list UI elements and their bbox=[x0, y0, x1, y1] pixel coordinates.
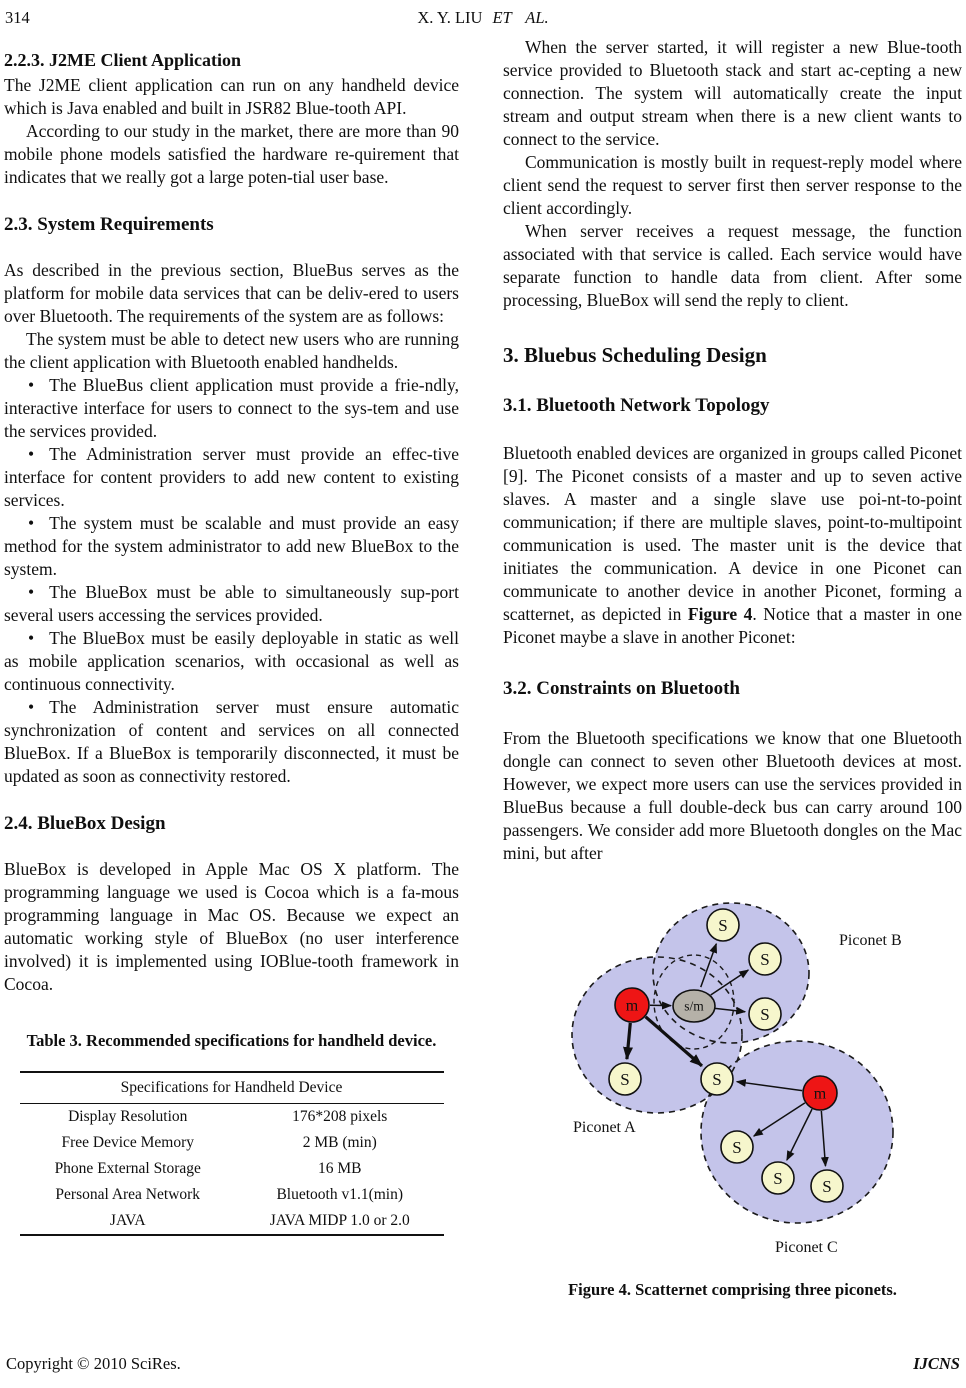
piconet-label: Piconet A bbox=[573, 1119, 636, 1136]
node-label: m bbox=[813, 1085, 827, 1103]
table-cell: 2 MB (min) bbox=[302, 1134, 377, 1151]
heading-32: 3.2. Constraints on Bluetooth bbox=[503, 678, 740, 699]
figure4-diagram bbox=[569, 895, 917, 1261]
bullet-item bbox=[4, 512, 459, 581]
table3-specifications bbox=[20, 1071, 444, 1236]
node-label: m bbox=[625, 997, 639, 1015]
running-header bbox=[0, 8, 966, 30]
left-column bbox=[4, 36, 459, 1300]
node-label: S bbox=[773, 1168, 783, 1188]
figure4-caption-row bbox=[503, 1280, 962, 1300]
piconet-label: Piconet B bbox=[839, 932, 902, 949]
bullet-text: The BlueBox must be able to simultaneously sup-port several users accessing the services provided. bbox=[4, 582, 459, 625]
figure4-caption: Figure 4. Scatternet comprising three piconets. bbox=[568, 1280, 897, 1299]
bullet-text: The Administration server must ensure automatic synchronization of content and services on all connected BlueBox. If a BlueBox is temporarily disconnected, it must be updated as soon as connectivity restored. bbox=[4, 697, 459, 786]
paragraph-text: Bluetooth enabled devices are organized in groups called Piconet [9]. The Piconet consists of a master and up to seven active slaves. A master and a single slave use poi-nt-to-point communication; if there are multiple slaves, point-to-multipoint communication is used. The master unit is the device that initiates the communication. A device in one Piconet can communicate to another device in another Piconet, forming a scatternet, as depicted in bbox=[503, 443, 962, 624]
bullet-item bbox=[4, 627, 459, 696]
running-authors: X. Y. LIU bbox=[417, 8, 483, 27]
table-cell: JAVA bbox=[109, 1212, 146, 1229]
table3-caption: Table 3. Recommended specifications for handheld device. bbox=[26, 1031, 437, 1050]
paragraph: Communication is mostly built in request-reply model where client send the request to server first then server response to the client accordingly. bbox=[503, 152, 962, 218]
paragraph: As described in the previous section, BlueBus serves as the platform for mobile data services that can be deliv-ered to users over Bluetooth. The requirements of the system are as follows: bbox=[4, 260, 459, 326]
node-label: S bbox=[620, 1069, 630, 1089]
bullet-item bbox=[4, 581, 459, 627]
copyright-text: Copyright © 2010 SciRes. bbox=[6, 1354, 181, 1373]
right-column bbox=[503, 36, 962, 1300]
bullet-marker: • bbox=[28, 628, 35, 648]
table-header: Specifications for Handheld Device bbox=[20, 1072, 444, 1104]
figure-reference: Figure 4 bbox=[687, 604, 753, 624]
table-cell: Phone External Storage bbox=[54, 1160, 201, 1177]
table-row bbox=[20, 1130, 444, 1156]
node-label: S bbox=[822, 1176, 832, 1196]
paragraph: The system must be able to detect new users who are running the client application with Bluetooth enabled handhelds. bbox=[4, 329, 459, 372]
node-label: S bbox=[760, 949, 770, 969]
table-cell: 176*208 pixels bbox=[292, 1108, 388, 1125]
table-cell: JAVA MIDP 1.0 or 2.0 bbox=[269, 1212, 410, 1229]
paragraph: When the server started, it will register a new Blue-tooth service provided to Bluetooth stack and start ac-cepting a new connection. The system will automatically create the input stream and output stream when there is a new client wants to connect to the service. bbox=[503, 37, 962, 149]
bullet-marker: • bbox=[28, 444, 35, 464]
running-title bbox=[0, 8, 966, 28]
bullet-marker: • bbox=[28, 375, 35, 395]
node-label: S bbox=[712, 1069, 722, 1089]
paragraph: According to our study in the market, there are more than 90 mobile phone models satisfied the hardware re-quirement that indicates that we really got a large poten-tial user base. bbox=[4, 121, 459, 187]
page-number: 314 bbox=[5, 8, 30, 27]
paragraph bbox=[503, 442, 962, 649]
heading-223: 2.2.3. J2ME Client Application bbox=[4, 50, 242, 70]
paragraph: When server receives a request message, the function associated with that service is called. Each service would have separate function to handle data from client. After some processing, BlueBox will send the reply to client. bbox=[503, 221, 962, 310]
figure4-container bbox=[569, 895, 917, 1266]
paragraph-text: . Notice that a master in one Piconet maybe a slave in another Piconet: bbox=[503, 604, 962, 647]
journal-abbrev: IJCNS bbox=[913, 1354, 960, 1373]
heading-23: 2.3. System Requirements bbox=[4, 214, 214, 235]
bullet-marker: • bbox=[28, 513, 35, 533]
piconet-label: Piconet C bbox=[775, 1239, 838, 1256]
node-label: S bbox=[732, 1137, 742, 1157]
node-label: S bbox=[760, 1004, 770, 1024]
bullet-marker: • bbox=[28, 697, 35, 717]
table-cell: Free Device Memory bbox=[61, 1134, 195, 1151]
heading-3: 3. Bluebus Scheduling Design bbox=[503, 343, 767, 367]
bullet-item bbox=[4, 443, 459, 512]
table-row bbox=[20, 1208, 444, 1235]
bullet-text: The Administration server must provide an effec-tive interface for content providers to add new content to existing services. bbox=[4, 444, 459, 510]
table-row bbox=[20, 1104, 444, 1131]
table-cell: Display Resolution bbox=[68, 1108, 188, 1125]
table-cell: Bluetooth v1.1(min) bbox=[276, 1186, 404, 1203]
table-header-row bbox=[20, 1072, 444, 1104]
bullet-text: The system must be scalable and must provide an easy method for the system administrator to add new BlueBox to the system. bbox=[4, 513, 459, 579]
node-label: S bbox=[718, 915, 728, 935]
bullet-marker: • bbox=[28, 582, 35, 602]
heading-31: 3.1. Bluetooth Network Topology bbox=[503, 395, 770, 416]
paragraph: BlueBox is developed in Apple Mac OS X platform. The programming language we used is Cocoa which is a fa-mous programming language in Mac OS. Because we expect an automatic working style of BlueBox (no user interference involved) it is implemented using IOBlue-tooth framework in Cocoa. bbox=[4, 859, 459, 994]
table-row bbox=[20, 1156, 444, 1182]
table-cell: Personal Area Network bbox=[55, 1186, 201, 1203]
table-cell: 16 MB bbox=[317, 1160, 362, 1177]
running-etal: ET AL. bbox=[492, 8, 549, 27]
table-row bbox=[20, 1182, 444, 1208]
page-footer bbox=[6, 1354, 960, 1374]
paragraph: From the Bluetooth specifications we know that one Bluetooth dongle can connect to seven other Bluetooth devices at most. However, we expect more users can use the services provided in BlueBus because a full double-deck bus can carry around 100 passengers. We consider add more Bluetooth dongles on the Mac mini, but after bbox=[503, 728, 962, 863]
bullet-item bbox=[4, 374, 459, 443]
bullet-text: The BlueBus client application must provide a frie-ndly, interactive interface for users to connect to the sys-tem and use the services provided. bbox=[4, 375, 459, 441]
paragraph: The J2ME client application can run on any handheld device which is Java enabled and built in JSR82 Blue-tooth API. bbox=[4, 75, 459, 118]
bullet-text: The BlueBox must be easily deployable in static as well as mobile application scenarios, with occasional as well as continuous connectivity. bbox=[4, 628, 459, 694]
bullet-item bbox=[4, 696, 459, 788]
heading-24: 2.4. BlueBox Design bbox=[4, 813, 166, 834]
node-label: s/m bbox=[684, 998, 704, 1014]
